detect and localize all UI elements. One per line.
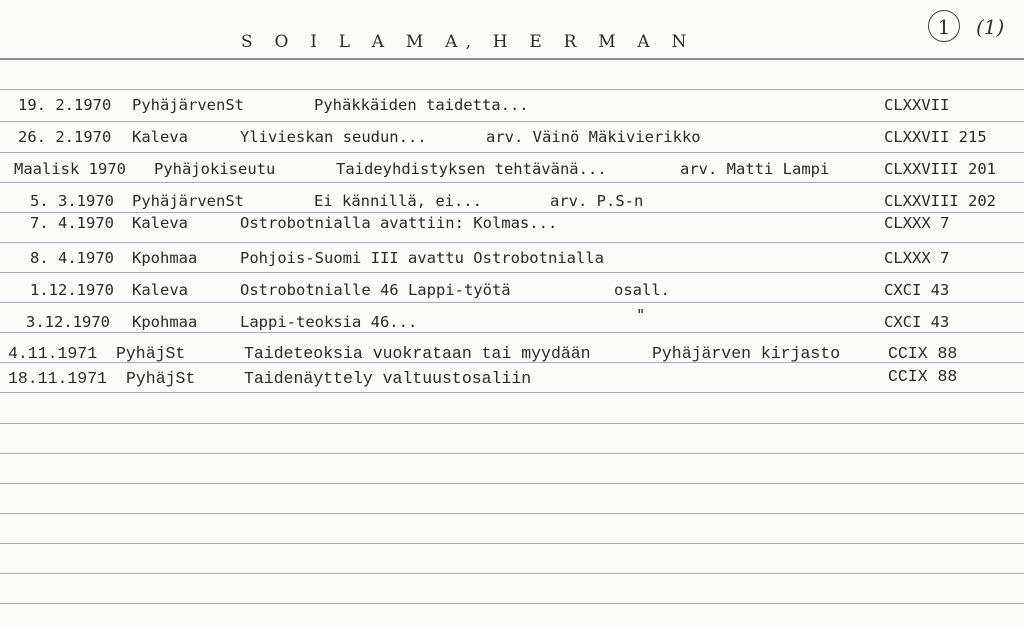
ruled-line — [0, 423, 1024, 424]
entry-reviewer: arv. P.S-n — [550, 192, 644, 210]
ruled-line — [0, 513, 1024, 514]
entry-ref: CCIX 88 — [888, 367, 958, 386]
corner-circled-number: 1 — [928, 10, 960, 42]
entry-paper: Kaleva — [132, 214, 188, 232]
ruled-line — [0, 152, 1024, 153]
entry-date: 7. 4.1970 — [30, 214, 114, 232]
ruled-line — [0, 212, 1024, 213]
ruled-line — [0, 392, 1024, 393]
entry-title: Pyhäkkäiden taidetta... — [314, 96, 529, 114]
entry-date: 3.12.1970 — [26, 313, 110, 331]
entry-paper: PyhäjSt — [126, 369, 196, 388]
entry-paper: Kpohmaa — [132, 313, 198, 331]
entry-date: 18.11.1971 — [8, 369, 108, 388]
entry-title: Taideteoksia vuokrataan tai myydään — [244, 344, 591, 363]
entry-title: Ostrobotnialle 46 Lappi-työtä — [240, 281, 511, 299]
entry-date: 19. 2.1970 — [18, 96, 112, 114]
entry-title: Ylivieskan seudun... — [240, 128, 427, 146]
entry-reviewer: Pyhäjärven kirjasto — [652, 344, 841, 363]
entry-paper: PyhäjärvenSt — [132, 96, 244, 114]
entry-reviewer: arv. Matti Lampi — [680, 160, 830, 178]
entry-paper: Kaleva — [132, 128, 188, 146]
entry-date: 1.12.1970 — [30, 281, 114, 299]
ruled-line — [0, 272, 1024, 273]
entry-ref: CLXXVII 215 — [884, 128, 987, 146]
entry-ref: CCIX 88 — [888, 344, 958, 363]
entry-ref: CXCI 43 — [884, 313, 950, 331]
ruled-line — [0, 483, 1024, 484]
entry-title: Pohjois-Suomi III avattu Ostrobotnialla — [240, 249, 604, 267]
entry-ref: CLXXVIII 201 — [884, 160, 996, 178]
entry-paper: Pyhäjokiseutu — [154, 160, 276, 178]
entry-paper: Kpohmaa — [132, 249, 198, 267]
ruled-line — [0, 182, 1024, 183]
entry-ref: CLXXVII — [884, 96, 950, 114]
entry-paper: PyhäjärvenSt — [132, 192, 244, 210]
entry-ref: CLXXX 7 — [884, 214, 950, 232]
entry-reviewer: " — [636, 306, 646, 324]
entry-date: Maalisk 1970 — [14, 160, 126, 178]
ruled-line — [0, 603, 1024, 604]
entry-reviewer: osall. — [614, 281, 670, 299]
entry-date: 4.11.1971 — [8, 344, 98, 363]
entry-date: 5. 3.1970 — [30, 192, 114, 210]
entry-title: Taideyhdistyksen tehtävänä... — [336, 160, 607, 178]
header-rule — [0, 58, 1024, 60]
entry-ref: CXCI 43 — [884, 281, 950, 299]
entry-ref: CLXXVIII 202 — [884, 192, 996, 210]
ruled-line — [0, 573, 1024, 574]
entry-title: Ei kännillä, ei... — [314, 192, 482, 210]
ruled-line — [0, 89, 1024, 90]
card-heading-name: S O I L A M A, H E R M A N — [241, 32, 695, 52]
entry-title: Lappi-teoksia 46... — [240, 313, 418, 331]
entry-ref: CLXXX 7 — [884, 249, 950, 267]
entry-title: Ostrobotnialla avattiin: Kolmas... — [240, 214, 558, 232]
entry-reviewer: arv. Väinö Mäkivierikko — [486, 128, 701, 146]
entry-date: 26. 2.1970 — [18, 128, 112, 146]
entry-date: 8. 4.1970 — [30, 249, 114, 267]
entry-paper: PyhäjSt — [116, 344, 186, 363]
ruled-line — [0, 453, 1024, 454]
ruled-line — [0, 302, 1024, 303]
ruled-line — [0, 121, 1024, 122]
ruled-line — [0, 543, 1024, 544]
corner-handwritten-number: (1) — [976, 15, 1005, 39]
ruled-line — [0, 332, 1024, 333]
entry-title: Taidenäyttely valtuustosaliin — [244, 369, 532, 388]
entry-paper: Kaleva — [132, 281, 188, 299]
ruled-line — [0, 242, 1024, 243]
